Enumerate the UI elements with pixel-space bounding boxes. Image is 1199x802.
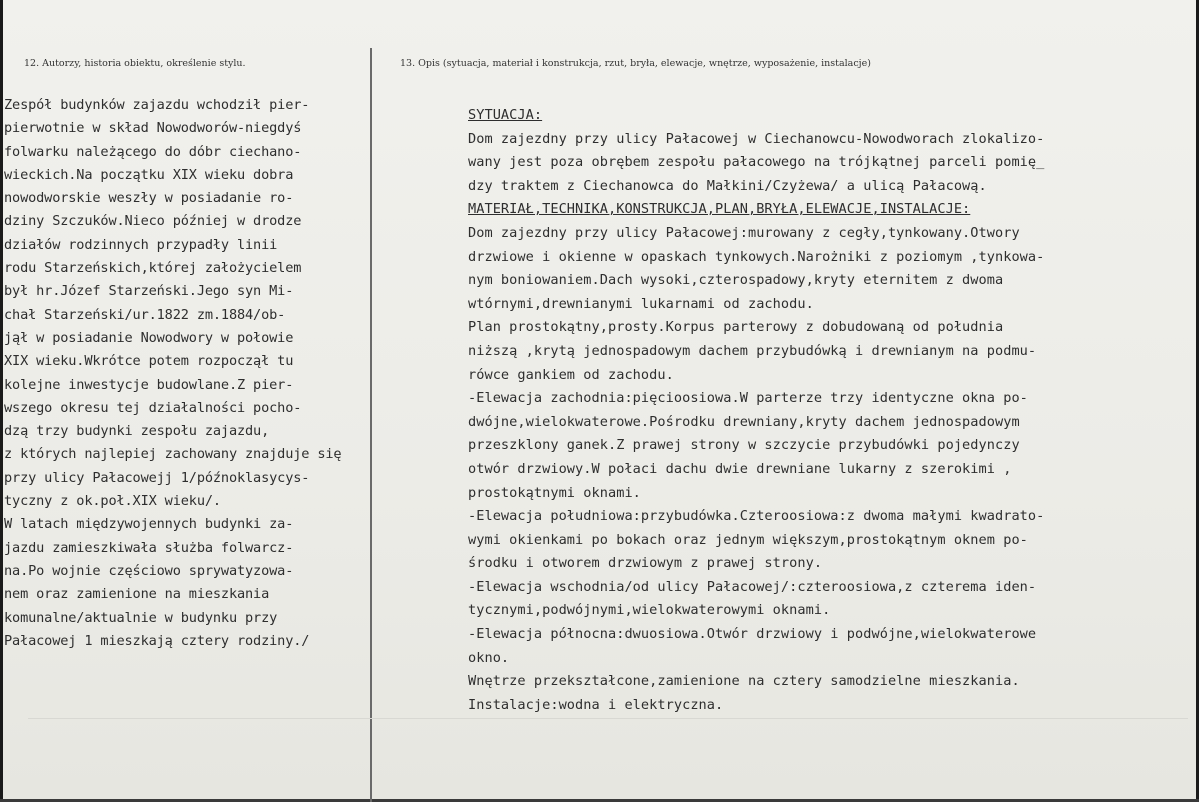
description-text-line: tycznymi,podwójnymi,wielokwaterowymi oknami. [468,602,831,619]
description-text-line: wymi okienkami po bokach oraz jednym większym,prostokątnym oknem po- [468,531,1028,548]
history-text-line: wszego okresu tej działalności pocho- [4,399,302,416]
description-heading: SYTUACJA: [468,107,543,123]
description-text-line: rówce gankiem od zachodu. [468,366,674,383]
description-text-line: okno. [468,649,510,666]
history-text-line: kolejne inwestycje budowlane.Z pier- [4,376,294,393]
history-text-line: Zespół budynków zajazdu wchodził pier- [4,97,310,113]
bleed-through-rule [28,718,1188,719]
description-text-line: drzwiowe i okienne w opaskach tynkowych.Narożniki z poziomym ,tynkowa- [468,248,1045,265]
description-text-line: Dom zajezdny przy ulicy Pałacowej:murowany z cegły,tynkowany.Otwory [468,224,1020,241]
history-text-line: komunalne/aktualnie w budynku przy [4,609,278,626]
history-text-line: XIX wieku.Wkrótce potem rozpoczął tu [4,353,294,370]
history-text-line: nem oraz zamienione na mieszkania [4,586,270,603]
history-text-line: dziny Szczuków.Nieco później w drodze [4,213,302,230]
description-text-line: dwójne,wielokwaterowe.Pośrodku drewniany,kryty dachem jednospadowym [468,413,1020,430]
history-text-line: na.Po wojnie częściowo sprywatyzowa- [4,562,294,579]
history-text-line: chał Starzeński/ur.1822 zm.1884/ob- [4,306,286,323]
description-text-line: nym boniowaniem.Dach wysoki,czterospadowy,kryty eternitem z dwoma [468,272,1004,289]
description-text-line: prostokątnymi oknami. [468,484,641,501]
description-text-column [468,104,1188,717]
description-text-line: -Elewacja wschodnia/od ulicy Pałacowej/:czteroosiowa,z czterema iden- [468,578,1037,595]
description-heading: MATERIAŁ,TECHNIKA,KONSTRUKCJA,PLAN,BRYŁA,ELEWACJE,INSTALACJE: [468,201,971,218]
history-text-line: tyczny z ok.poł.XIX wieku/. [4,493,221,510]
description-text-line: -Elewacja południowa:przybudówka.Czteroosiowa:z dwoma małymi kwadrato- [468,508,1045,525]
description-text-line: Wnętrze przekształcone,zamienione na cztery samodzielne mieszkania. [468,673,1020,690]
history-text-line: był hr.Józef Starzeński.Jego syn Mi- [4,283,294,300]
description-text-line: wany jest poza obrębem zespołu pałacowego na trójkątnej parceli pomię_ [468,154,1045,171]
description-text-line: dzy traktem z Ciechanowca do Małkini/Czyżewa/ a ulicą Pałacową. [468,177,987,194]
description-text-line: niższą ,krytą jednospadowym dachem przybudówką i drewnianym na podmu- [468,342,1037,359]
description-text-line: -Elewacja zachodnia:pięcioosiowa.W parterze trzy identyczne okna po- [468,390,1028,407]
history-text-line: W latach międzywojennych budynki za- [4,516,294,533]
history-text-line: przy ulicy Pałacowejj 1/późnoklasycys- [4,469,310,486]
history-text-line: jazdu zamieszkiwała służba folwarcz- [4,539,294,556]
history-text-line: Pałacowej 1 mieszkają cztery rodziny./ [4,632,310,649]
history-text-line: rodu Starzeńskich,której założycielem [4,260,302,277]
history-text-line: folwarku należącego do dóbr ciechano- [4,143,302,160]
history-text-line: nowodworskie weszły w posiadanie ro- [4,190,294,207]
section-13-header: 13. Opis (sytuacja, materiał i konstrukcja, rzut, bryła, elewacje, wnętrze, wyposażenie, instalacje) [400,58,871,69]
history-text-line: dzą trzy budynki zespołu zajazdu, [4,423,270,440]
history-text-column [4,94,399,653]
description-text-line: Plan prostokątny,prosty.Korpus parterowy z dobudowaną od południa [468,319,1004,336]
description-text-line: -Elewacja północna:dwuosiowa.Otwór drzwiowy i podwójne,wielokwaterowe [468,626,1037,643]
description-text-line: otwór drzwiowy.W połaci dachu dwie drewniane lukarny z szerokimi , [468,460,1012,477]
section-12-header: 12. Autorzy, historia obiektu, określenie stylu. [24,58,246,69]
history-text-line: pierwotnie w skład Nowodworów-niegdyś [4,120,302,137]
left-edge-shadow [0,0,3,802]
description-text-line: Dom zajezdny przy ulicy Pałacowej w Ciechanowcu-Nowodworach zlokalizo- [468,130,1045,147]
description-text-line: przeszklony ganek.Z prawej strony w szczycie przybudówki pojedynczy [468,437,1020,454]
history-text-line: wieckich.Na początku XIX wieku dobra [4,166,294,183]
history-text-line: z których najlepiej zachowany znajduje się [4,446,342,463]
description-text-line: Instalacje:wodna i elektryczna. [468,696,724,713]
history-text-line: jął w posiadanie Nowodwory w połowie [4,329,294,346]
description-text-line: wtórnymi,drewnianymi lukarnami od zachodu. [468,295,814,312]
history-text-line: działów rodzinnych przypadły linii [4,236,278,253]
description-text-line: środku i otworem drzwiowym z prawej strony. [468,555,823,572]
